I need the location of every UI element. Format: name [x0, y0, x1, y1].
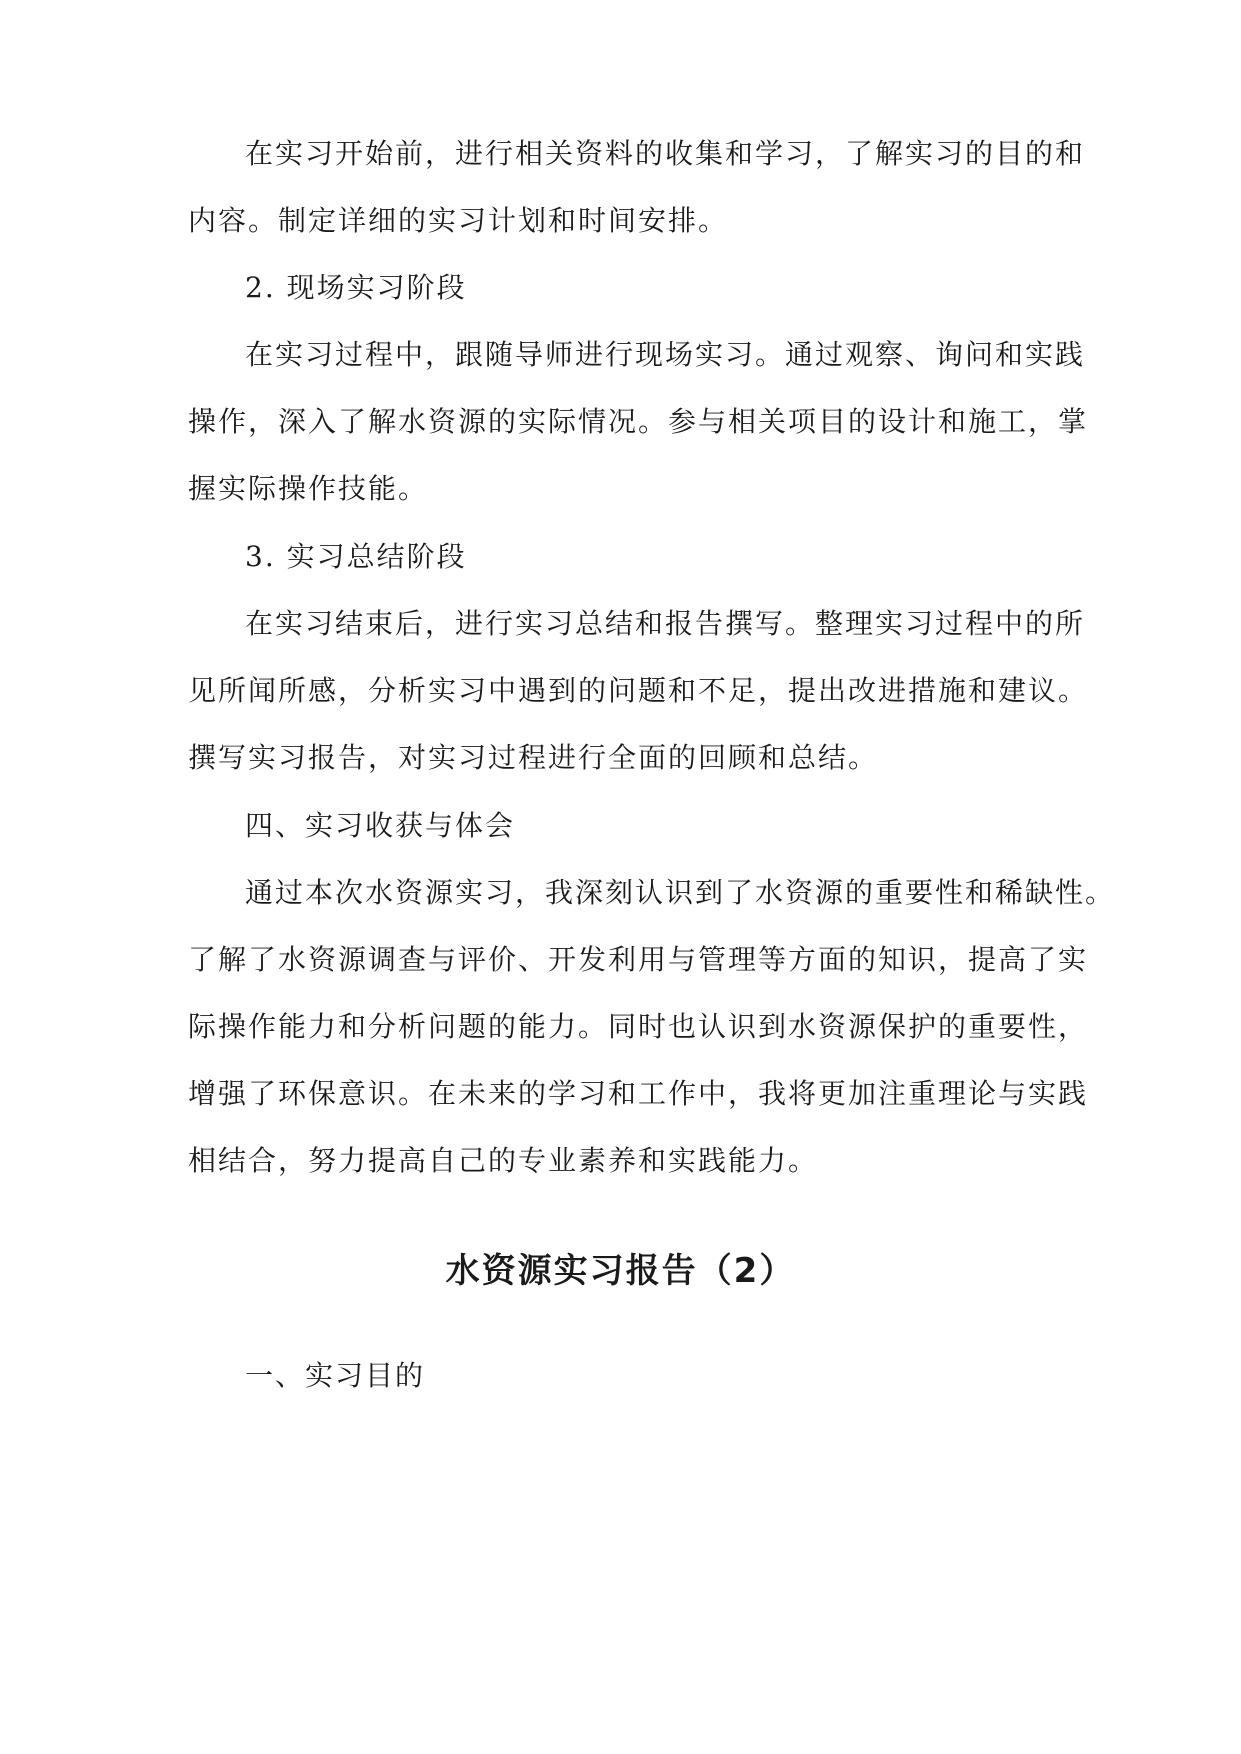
- paragraph-line: 撰写实习报告，对实习过程进行全面的回顾和总结。: [188, 741, 879, 774]
- subheading-gains: 四、实习收获与体会: [245, 809, 516, 842]
- subheading-onsite-stage: 2. 现场实习阶段: [245, 271, 467, 304]
- paragraph-line: 握实际操作技能。: [188, 472, 429, 505]
- paragraph-line: 操作，深入了解水资源的实际情况。参与相关项目的设计和施工，掌: [188, 405, 1089, 438]
- paragraph-line: 际操作能力和分析问题的能力。同时也认识到水资源保护的重要性，: [188, 1010, 1089, 1043]
- paragraph-line: 增强了环保意识。在未来的学习和工作中，我将更加注重理论与实践: [188, 1077, 1089, 1110]
- paragraph-line: 相结合，努力提高自己的专业素养和实践能力。: [188, 1144, 819, 1177]
- paragraph-line: 在实习结束后，进行实习总结和报告撰写。整理实习过程中的所: [245, 607, 1086, 640]
- subheading-summary-stage: 3. 实习总结阶段: [245, 540, 467, 573]
- section-title: 水资源实习报告（2）: [445, 1251, 796, 1291]
- paragraph-line: 在实习开始前，进行相关资料的收集和学习，了解实习的目的和: [245, 137, 1086, 170]
- paragraph-line: 了解了水资源调查与评价、开发利用与管理等方面的知识，提高了实: [188, 943, 1089, 976]
- section-heading: 一、实习目的: [245, 1359, 426, 1392]
- paragraph-line: 内容。制定详细的实习计划和时间安排。: [188, 204, 729, 237]
- paragraph-line: 见所闻所感，分析实习中遇到的问题和不足，提出改进措施和建议。: [188, 674, 1089, 707]
- paragraph-line: 在实习过程中，跟随导师进行现场实习。通过观察、询问和实践: [245, 338, 1086, 371]
- paragraph-line: 通过本次水资源实习，我深刻认识到了水资源的重要性和稀缺性。: [245, 876, 1116, 909]
